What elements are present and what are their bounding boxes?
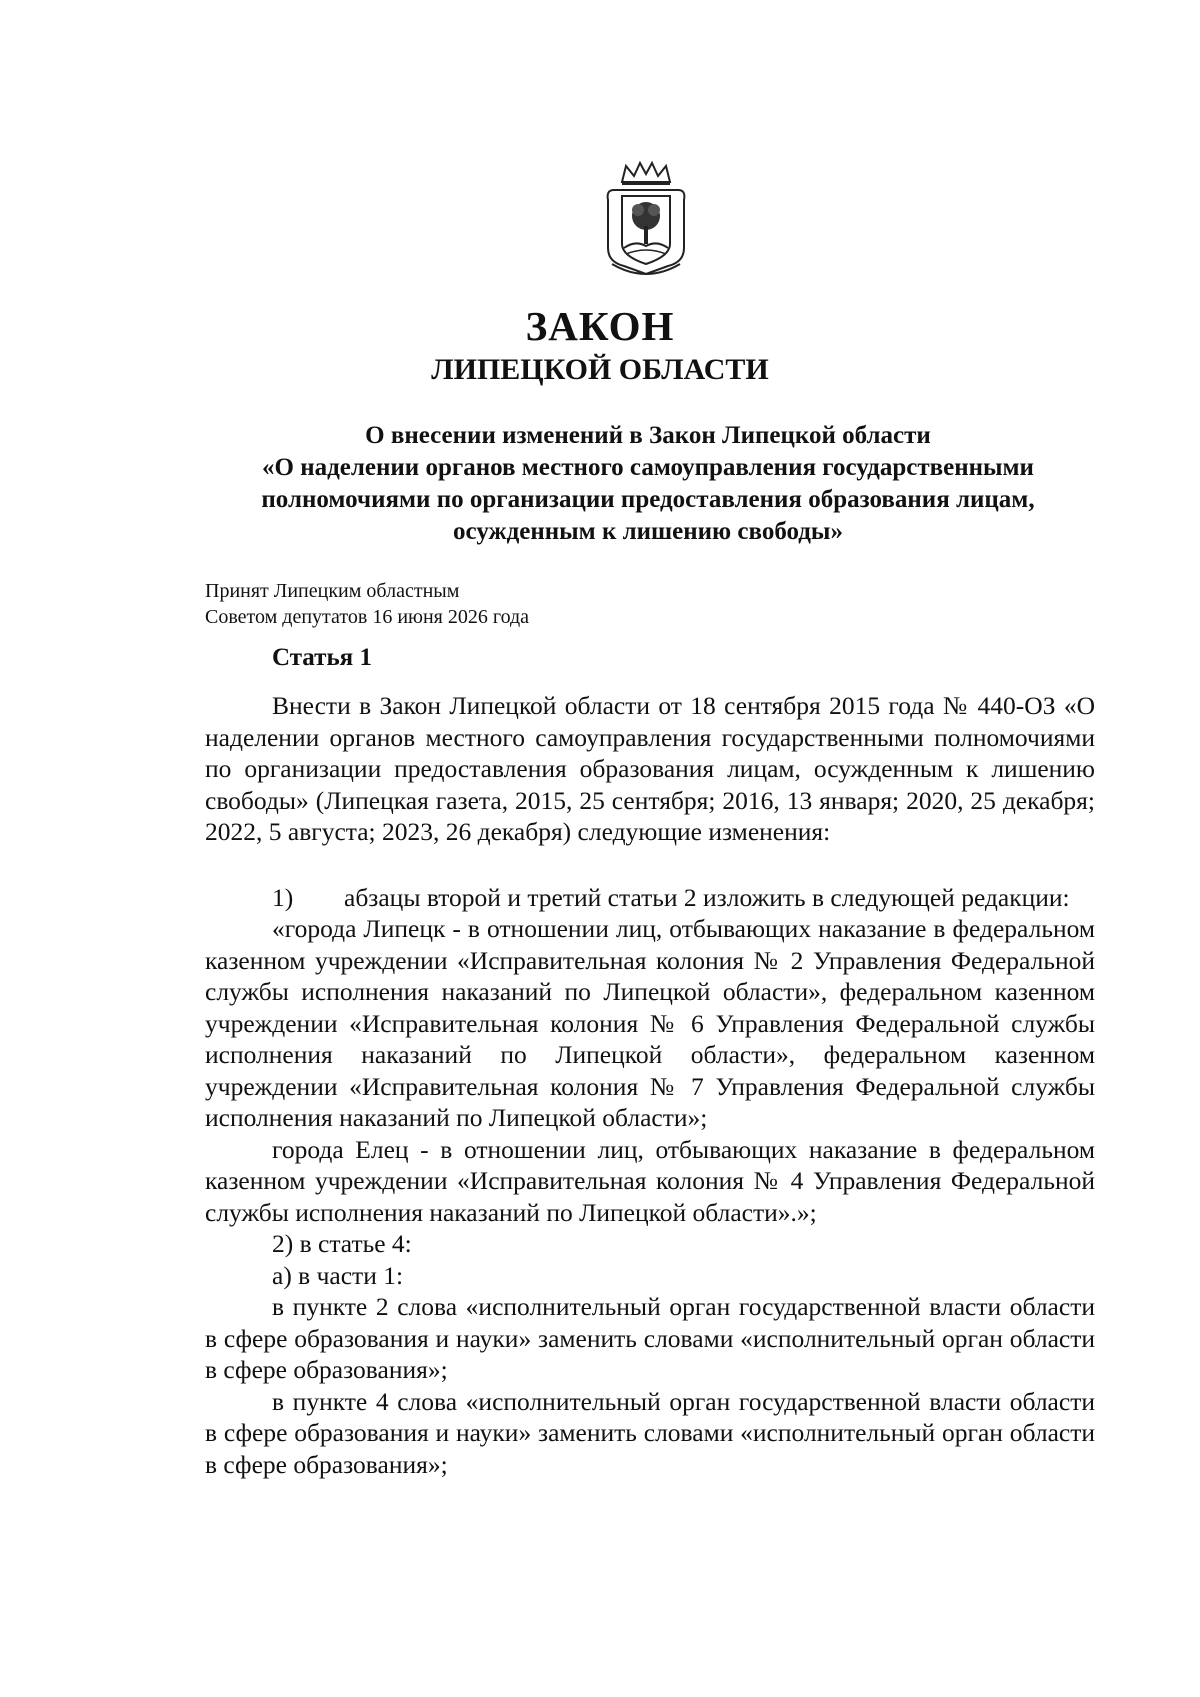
point2-paragraph: в пункте 2 слова «исполнительный орган государственной власти области в сфере образования и науки» заменить словами «исполнительный орган области в сфере образования»; xyxy=(205,1292,1095,1384)
elets-paragraph: города Елец - в отношении лиц, отбывающих наказание в федеральном казенном учреждении «Исправительная колония № 4 Управления Федеральной службы исполнения наказаний по Липецкой области».»; xyxy=(205,1134,1095,1227)
item-text: абзацы второй и третий статьи 2 изложить в следующей редакции: xyxy=(344,882,1070,912)
lipetsk-coat-of-arms-icon xyxy=(604,160,688,280)
list-item: 2) в статье 4: xyxy=(272,1229,412,1258)
law-title: ЗАКОН xyxy=(525,303,675,349)
adoption-note xyxy=(205,578,529,630)
subject-line: осужденным к лишению свободы» xyxy=(453,518,843,545)
article-intro: Внести в Закон Липецкой области от 18 сентября 2015 года № 440-ОЗ «О наделении органов местного самоуправления государственными полномочиями по организации предоставления образования лицам, осужденным к лишению свободы» (Липецкая газета, 2015, 25 сентября; 2016, 13 января; 2020, 25 декабря; 2022, 5 августа; 2023, 26 декабря) следующие изменения: xyxy=(205,691,1095,846)
adoption-line: Советом депутатов 16 июня 2026 года xyxy=(205,606,530,628)
article-body xyxy=(205,690,1095,1480)
adoption-line: Принят Липецким областным xyxy=(205,580,460,602)
paragraph-gap xyxy=(205,848,1095,882)
point4-paragraph: в пункте 4 слова «исполнительный орган государственной власти области в сфере образования и науки» заменить словами «исполнительный орган области в сфере образования»; xyxy=(205,1386,1095,1479)
list-item xyxy=(205,882,1095,914)
list-item: а) в части 1: xyxy=(272,1260,404,1290)
article-heading: Статья 1 xyxy=(272,644,372,671)
subject-line: полномочиями по организации предоставления образования лицам, xyxy=(261,486,1035,513)
law-subject xyxy=(200,420,1096,548)
law-region-title: ЛИПЕЦКОЙ ОБЛАСТИ xyxy=(431,353,769,386)
item-number: 1) xyxy=(272,882,294,912)
subject-line: О внесении изменений в Закон Липецкой области xyxy=(365,422,931,449)
lipetsk-paragraph: «города Липецк - в отношении лиц, отбывающих наказание в федеральном казенном учреждении «Исправительная колония № 2 Управления Федеральной службы исполнения наказаний по Липецкой области», федеральном казенном учреждении «Исправительная колония № 6 Управления Федеральной службы исполнения наказаний по Липецкой области», федеральном казенном учреждении «Исправительная колония № 7 Управления Федеральной службы исполнения наказаний по Липецкой области»; xyxy=(205,914,1095,1132)
subject-line: «О наделении органов местного самоуправления государственными xyxy=(262,454,1034,481)
